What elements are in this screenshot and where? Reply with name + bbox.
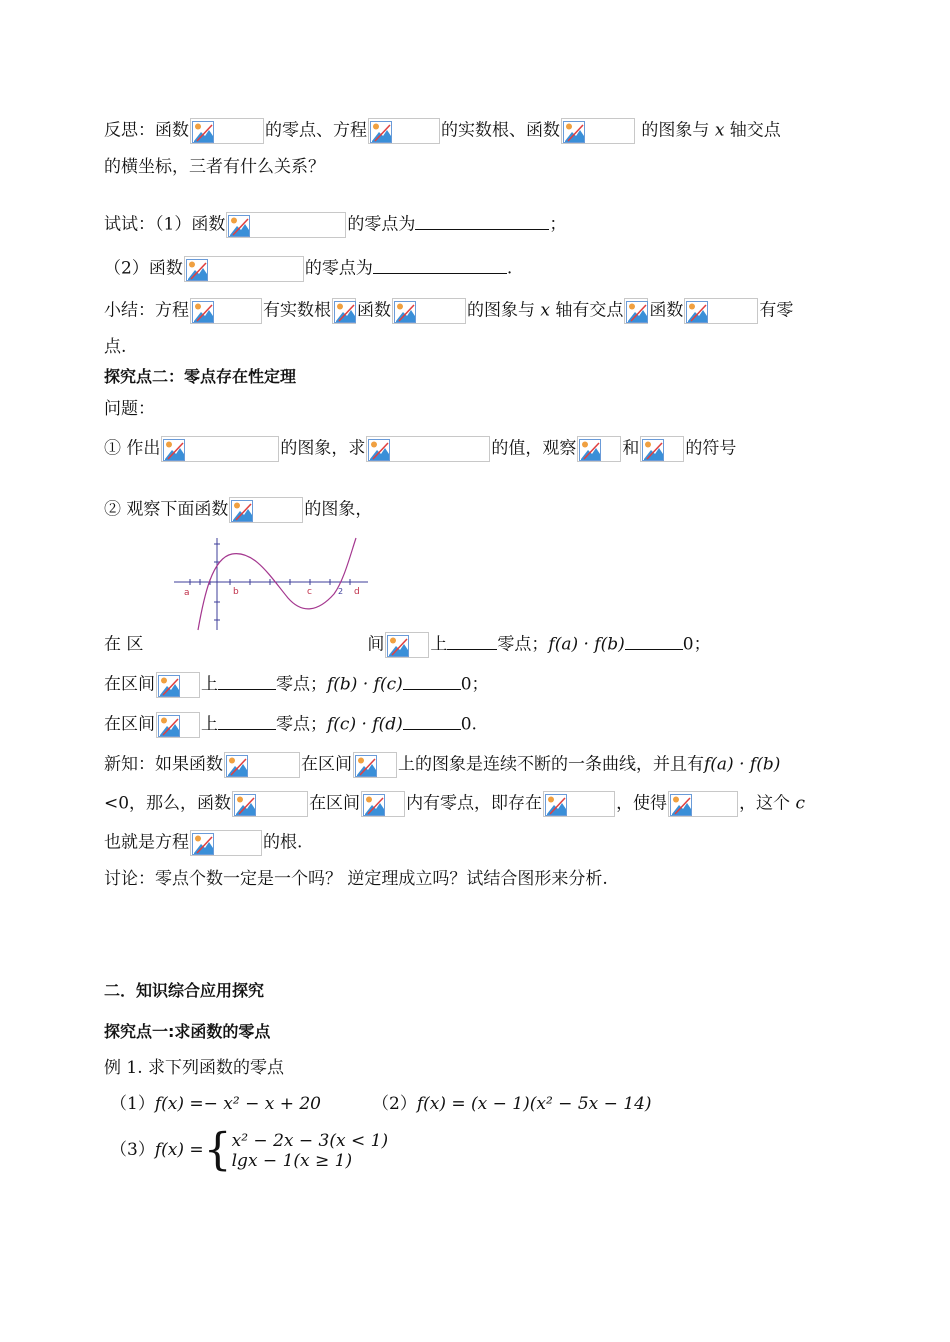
answer-blank [218, 673, 276, 690]
broken-image-icon [192, 121, 214, 143]
cubic-function-graph [170, 536, 372, 632]
interval-line-3 [104, 712, 477, 738]
formula-image-placeholder [190, 830, 262, 856]
broken-image-icon [370, 121, 392, 143]
item-label: （2） [372, 1094, 417, 1114]
graph-label-b: b [233, 587, 239, 597]
text: 的图象， [304, 499, 373, 520]
formula-image-placeholder [392, 298, 466, 324]
formula-image-placeholder [224, 752, 300, 778]
trial-line-1 [104, 212, 566, 238]
math-expression: f(a) · f(b) [548, 634, 625, 655]
text: 的符号 [685, 438, 737, 459]
text: 新知：如果函数 [104, 754, 223, 775]
formula-image-placeholder [161, 436, 279, 462]
text: 零点； [497, 634, 549, 655]
text: 在区间 [104, 674, 155, 695]
graph-label-c: c [307, 587, 312, 597]
formula-image-placeholder [668, 791, 738, 817]
text: 的图象与 [467, 300, 541, 321]
math-expression: f(x) = [154, 1140, 204, 1160]
text: ，使得 [616, 793, 668, 814]
broken-image-icon [563, 121, 585, 143]
question-1 [104, 436, 736, 462]
broken-image-icon [670, 794, 692, 816]
var-x: x [714, 120, 725, 141]
broken-image-icon [234, 794, 256, 816]
broken-image-icon [545, 794, 567, 816]
text: 的图象，求 [280, 438, 366, 459]
question-2 [104, 497, 372, 523]
broken-image-icon [192, 833, 214, 855]
part-heading: 二．知识综合应用探究 [104, 981, 265, 1000]
math-expression: f(c) · f(d) [327, 714, 403, 735]
formula-image-placeholder [226, 212, 346, 238]
text: 轴有交点 [550, 300, 624, 321]
text: 上 [201, 714, 218, 735]
broken-image-icon [334, 301, 356, 323]
function-curve [198, 538, 356, 630]
broken-image-icon [226, 755, 248, 777]
interval-line-2 [104, 672, 489, 698]
formula-image-placeholder [156, 712, 200, 738]
text: 零点； [276, 714, 327, 735]
subsection-heading: 探究点一:求函数的零点 [104, 1022, 271, 1041]
text: 0； [682, 634, 711, 655]
text: 上 [201, 674, 218, 695]
formula-image-placeholder [577, 436, 621, 462]
text: 有实数根 [263, 300, 331, 321]
text: 点. [104, 337, 127, 357]
text: 上 [430, 634, 448, 655]
text: 小结：方程 [104, 300, 189, 321]
reflect-line-1 [104, 118, 781, 144]
math-expression: f(x) = (x − 1)(x² − 5x − 14) [416, 1094, 652, 1114]
case-1: x² − 2x − 3(x < 1) [231, 1130, 389, 1151]
case-2: lgx − 1(x ≥ 1) [231, 1150, 353, 1171]
text: <0，那么，函数 [104, 793, 232, 814]
text: 的零点、方程 [265, 120, 367, 141]
broken-image-icon [192, 301, 214, 323]
answer-blank [218, 713, 276, 730]
formula-image-placeholder [684, 298, 758, 324]
newknow-line-2 [104, 791, 805, 817]
graph-label-d: d [354, 587, 360, 597]
broken-image-icon [579, 439, 601, 461]
text: 的零点为 [304, 258, 373, 279]
text: 0. [460, 714, 477, 735]
text: ； [549, 214, 567, 235]
text: 在区间 [301, 754, 352, 775]
var-x: x [540, 300, 550, 321]
text: 反思：函数 [104, 120, 189, 141]
broken-image-icon [163, 439, 185, 461]
answer-blank [447, 633, 497, 650]
example-item-1 [110, 1093, 321, 1115]
formula-image-placeholder [366, 436, 490, 462]
reflect-line-2 [104, 156, 325, 178]
text: 的零点为 [347, 214, 416, 235]
example-title: 例 1. 求下列函数的零点 [104, 1058, 285, 1078]
text: 的横坐标，三者有什么关系？ [104, 157, 325, 177]
formula-image-placeholder [156, 672, 200, 698]
summary-line-2 [104, 336, 126, 358]
text: 的实数根、函数 [441, 120, 560, 141]
graph-label-a: a [184, 588, 190, 598]
formula-image-placeholder [190, 298, 262, 324]
broken-image-icon [626, 301, 648, 323]
answer-blank [625, 633, 683, 650]
formula-image-placeholder [385, 632, 429, 658]
text: 函数 [357, 300, 391, 321]
item-label: （3） [110, 1140, 155, 1160]
text: 轴交点 [724, 120, 781, 141]
text: 也就是方程 [104, 832, 189, 853]
question-label: 问题： [104, 399, 155, 419]
text: 在 区 [104, 634, 144, 655]
text: 函数 [649, 300, 684, 321]
answer-blank [403, 713, 461, 730]
text: 在区间 [309, 793, 361, 814]
discussion: 讨论：零点个数一定是一个吗？ 逆定理成立吗？试结合图形来分析. [104, 869, 608, 889]
text: 和 [622, 438, 640, 459]
text: 试试：（1）函数 [104, 214, 226, 235]
formula-image-placeholder [190, 118, 264, 144]
equivalence-symbol-image [624, 298, 648, 324]
broken-image-icon [228, 215, 250, 237]
broken-image-icon [394, 301, 416, 323]
answer-blank [373, 257, 507, 274]
summary-line-1 [104, 298, 793, 324]
formula-image-placeholder [229, 497, 303, 523]
broken-image-icon [387, 635, 409, 657]
text: 的根. [263, 832, 303, 853]
formula-image-placeholder [361, 791, 405, 817]
math-expression: f(x) =− x² − x + 20 [154, 1094, 321, 1114]
text: 的值，观察 [491, 438, 577, 459]
text: （2）函数 [104, 258, 183, 279]
graph-label-2: 2 [338, 587, 344, 596]
broken-image-icon [158, 715, 180, 737]
broken-image-icon [642, 439, 664, 461]
broken-image-icon [231, 500, 253, 522]
text: 的图象与 [636, 120, 715, 141]
text: 0； [460, 674, 489, 695]
formula-image-placeholder [561, 118, 635, 144]
example-item-2 [372, 1093, 652, 1115]
left-brace: { [203, 1124, 232, 1176]
text: ① 作出 [104, 438, 161, 459]
item-label: （1） [110, 1094, 155, 1114]
text: 在区间 [104, 714, 155, 735]
newknow-line-3 [104, 830, 302, 856]
section-heading: 探究点二：零点存在性定理 [104, 367, 297, 386]
equivalence-symbol-image [332, 298, 356, 324]
text: 有零 [759, 300, 794, 321]
text: . [506, 258, 513, 279]
math-expression: f(a) · f(b) [704, 754, 781, 775]
formula-image-placeholder [640, 436, 684, 462]
text: 零点； [276, 674, 327, 695]
answer-blank [415, 213, 549, 230]
var-c: c [795, 793, 805, 814]
broken-image-icon [363, 794, 385, 816]
formula-image-placeholder [184, 256, 304, 282]
text: 内有零点，即存在 [406, 793, 543, 814]
text: ② 观察下面函数 [104, 499, 229, 520]
example-item-3 [110, 1124, 389, 1176]
broken-image-icon [686, 301, 708, 323]
piecewise-cases [232, 1131, 388, 1171]
formula-image-placeholder [543, 791, 615, 817]
text: ，这个 [739, 793, 796, 814]
formula-image-placeholder [353, 752, 397, 778]
broken-image-icon [158, 675, 180, 697]
broken-image-icon [368, 439, 390, 461]
broken-image-icon [355, 755, 377, 777]
formula-image-placeholder [232, 791, 308, 817]
answer-blank [403, 673, 461, 690]
interval-line-1 [104, 632, 711, 658]
text: 上的图象是连续不断的一条曲线，并且有 [398, 754, 704, 775]
newknow-line-1 [104, 752, 780, 778]
broken-image-icon [186, 259, 208, 281]
math-expression: f(b) · f(c) [327, 674, 403, 695]
formula-image-placeholder [368, 118, 440, 144]
trial-line-2 [104, 256, 512, 282]
text: 间 [367, 634, 385, 655]
